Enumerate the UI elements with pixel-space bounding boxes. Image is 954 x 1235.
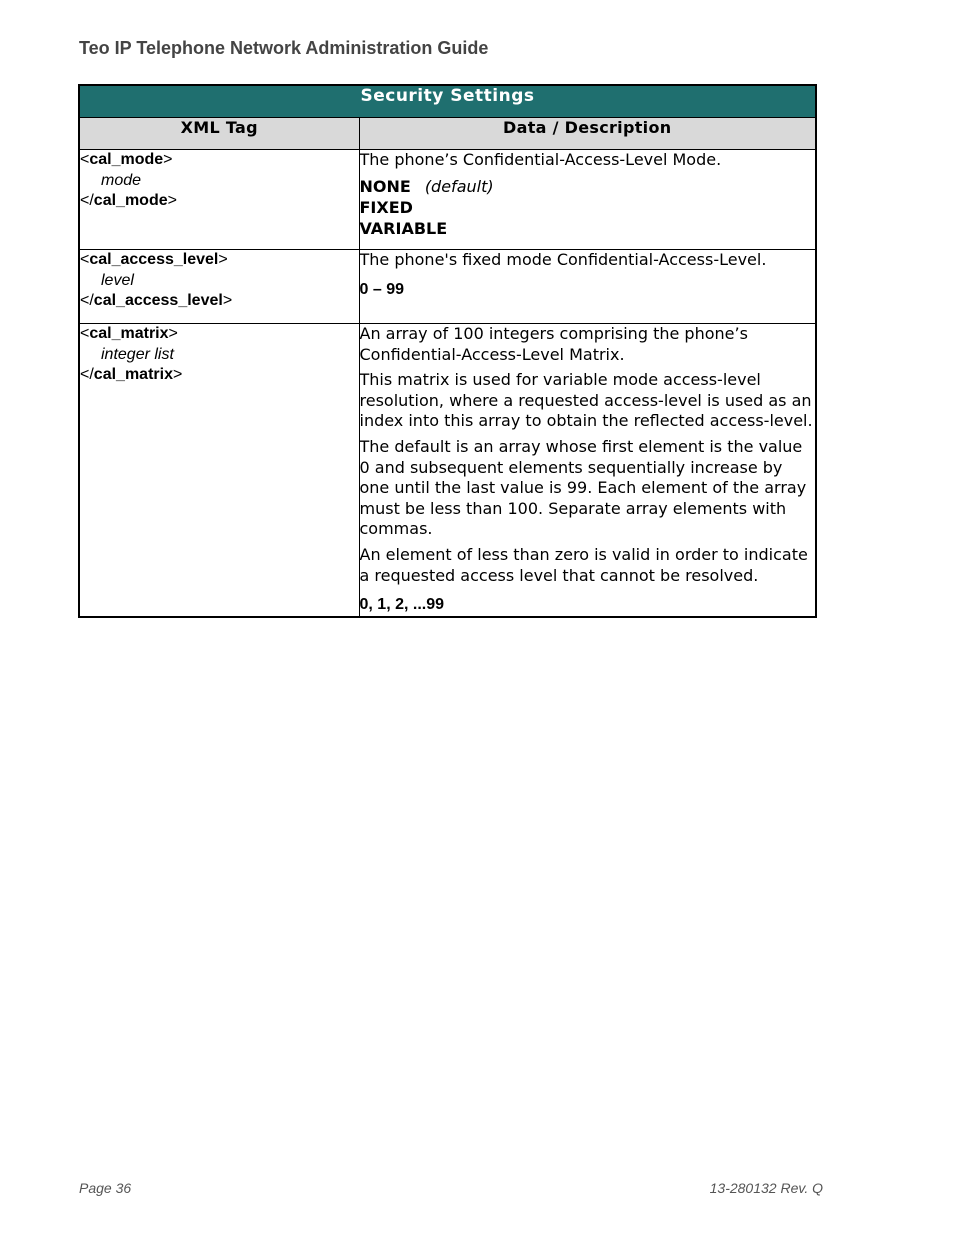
option-value: VARIABLE xyxy=(359,218,448,238)
security-settings-table xyxy=(78,84,817,618)
column-header-xml-tag: XML Tag xyxy=(79,118,359,150)
column-header-description: Data / Description xyxy=(359,118,816,150)
document-number: 13-280132 Rev. Q xyxy=(709,1180,823,1196)
value-range: 0 – 99 xyxy=(359,280,404,298)
description-text: An element of less than zero is valid in order to indicate a requested access level that cannot be resolved. xyxy=(359,544,808,585)
page-number: Page 36 xyxy=(79,1180,132,1196)
table-row xyxy=(79,150,816,250)
tag-value: integer list xyxy=(101,345,174,363)
description-text: The phone's fixed mode Confidential-Access-Level. xyxy=(359,250,767,269)
option-value: FIXED xyxy=(359,197,413,217)
tag-close: </cal_access_level> xyxy=(80,292,233,309)
tag-close: </cal_matrix> xyxy=(80,366,183,383)
table-row xyxy=(79,250,816,324)
document-header: Teo IP Telephone Network Administration Guide xyxy=(79,38,489,58)
description-text: The default is an array whose first element is the value 0 and subsequent elements sequentially increase by one until the last value is 99. Each element of the array must be less than 100. Separate array elements with commas. xyxy=(359,436,807,539)
description-cell xyxy=(359,250,816,324)
tag-value: level xyxy=(101,271,134,289)
tag-open: <cal_matrix> xyxy=(80,325,178,342)
table-title: Security Settings xyxy=(79,85,816,118)
tag-open: <cal_mode> xyxy=(80,151,173,168)
description-text: This matrix is used for variable mode access-level resolution, where a requested access-level is used as an index into this array to obtain the reflected access-level. xyxy=(359,370,813,431)
description-text: The phone’s Confidential-Access-Level Mode. xyxy=(359,150,722,169)
description-cell xyxy=(359,150,816,250)
description-cell xyxy=(359,324,816,617)
tag-close: </cal_mode> xyxy=(80,192,177,209)
tag-open: <cal_access_level> xyxy=(80,251,228,268)
xml-tag-cell xyxy=(79,150,359,250)
default-note: (default) xyxy=(424,176,494,196)
value-range: 0, 1, 2, ...99 xyxy=(359,596,444,614)
option-value: NONE (default) xyxy=(359,176,494,196)
xml-tag-cell xyxy=(79,324,359,617)
tag-value: mode xyxy=(101,171,142,189)
table-row xyxy=(79,324,816,617)
xml-tag-cell xyxy=(79,250,359,324)
description-text: An array of 100 integers comprising the phone’s Confidential-Access-Level Matrix. xyxy=(359,324,748,364)
